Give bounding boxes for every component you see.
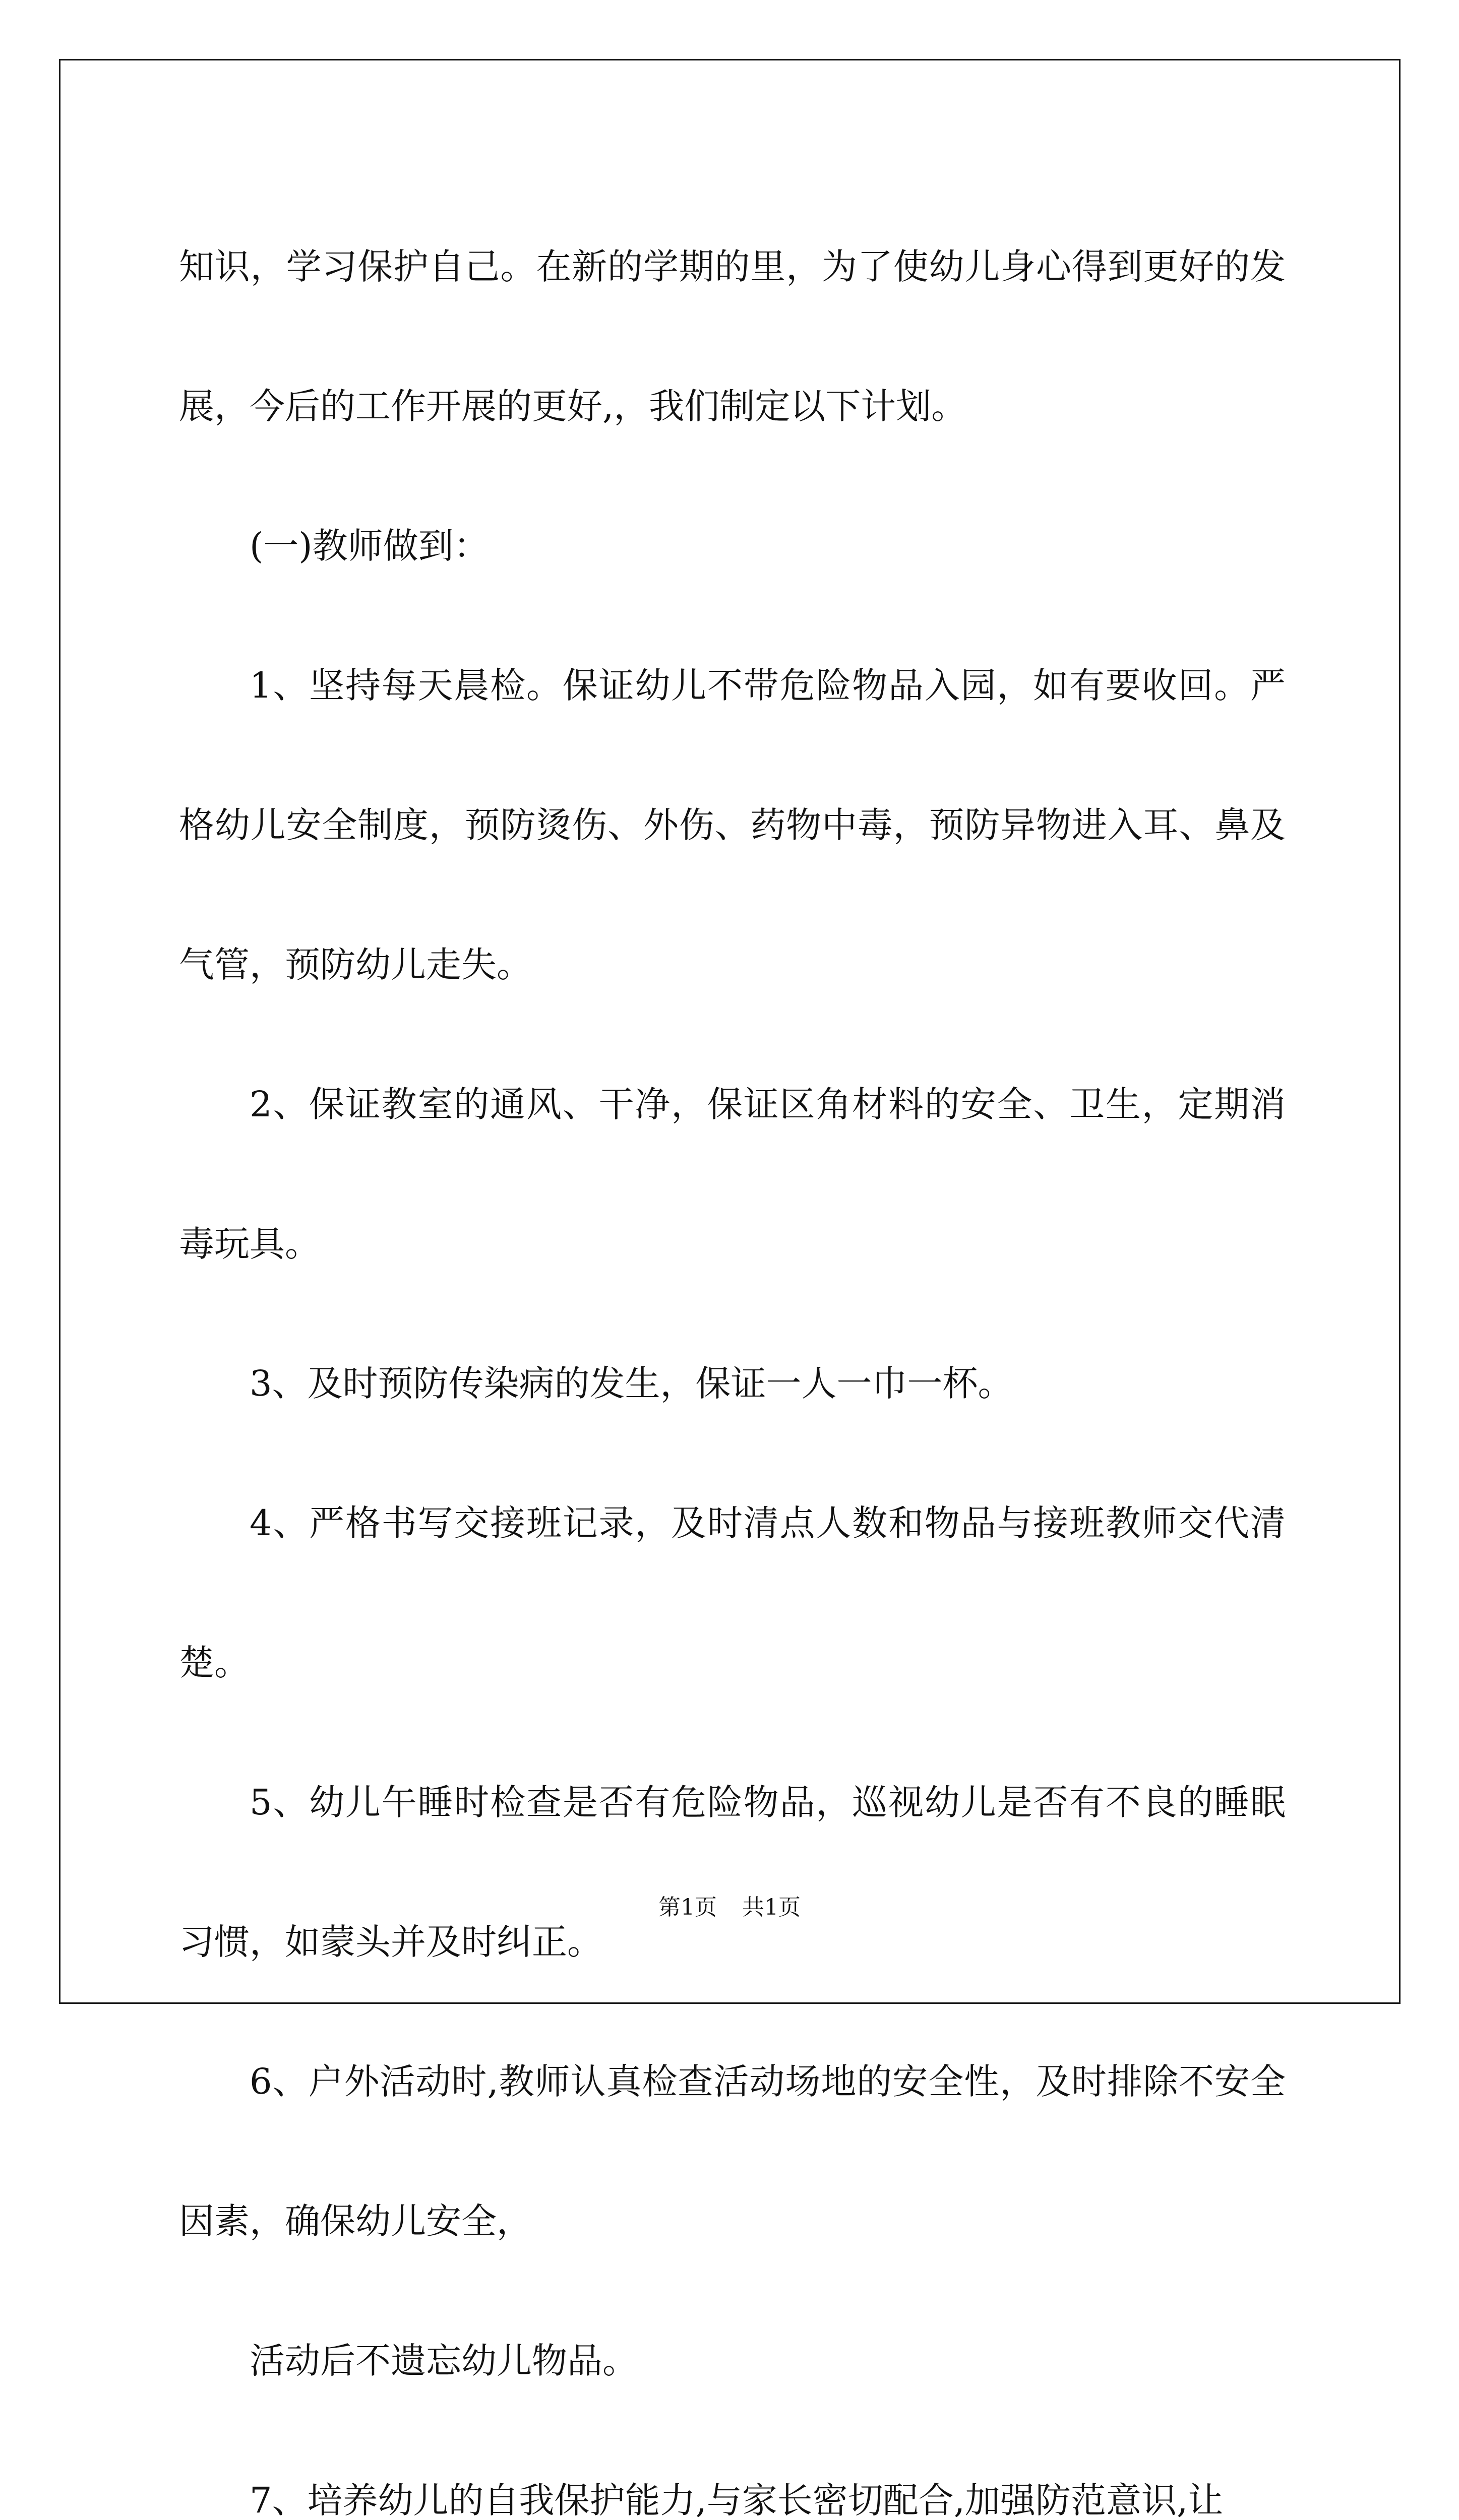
document-body bbox=[179, 197, 1286, 2520]
paragraph: 2、保证教室的通风、干净，保证区角材料的安全、卫生，定期消毒玩具。 bbox=[179, 1084, 1286, 1265]
paragraph: 6、户外活动时,教师认真检查活动场地的安全性，及时排除不安全因素，确保幼儿安全， bbox=[179, 2061, 1286, 2242]
paragraph: 活动后不遗忘幼儿物品。 bbox=[250, 2340, 638, 2381]
paragraph: 4、严格书写交接班记录，及时清点人数和物品与接班教师交代清楚。 bbox=[179, 1502, 1286, 1683]
paragraph: 1、坚持每天晨检。保证幼儿不带危险物品入园，如有要收回。严格幼儿安全制度，预防烫伤、外伤、药物中毒，预防异物进入耳、鼻及气管，预防幼儿走失。 bbox=[179, 665, 1286, 985]
page-number: 第1页 bbox=[658, 1895, 717, 1920]
paragraph: 7、培养幼儿的自我保护能力,与家长密切配合,加强防范意识,让 bbox=[250, 2480, 1224, 2520]
page-footer bbox=[0, 1889, 1459, 1921]
paragraph: 知识，学习保护自己。在新的学期的里，为了使幼儿身心得到更好的发展，今后的工作开展的更好,，我们制定以下计划。 bbox=[179, 246, 1286, 427]
paragraph: 5、幼儿午睡时检查是否有危险物品，巡视幼儿是否有不良的睡眠习惯，如蒙头并及时纠正。 bbox=[179, 1782, 1286, 1963]
page-total: 共1页 bbox=[742, 1895, 801, 1920]
paragraph: 3、及时预防传染病的发生，保证一人一巾一杯。 bbox=[250, 1363, 1013, 1404]
paragraph: (一)教师做到： bbox=[250, 525, 489, 566]
